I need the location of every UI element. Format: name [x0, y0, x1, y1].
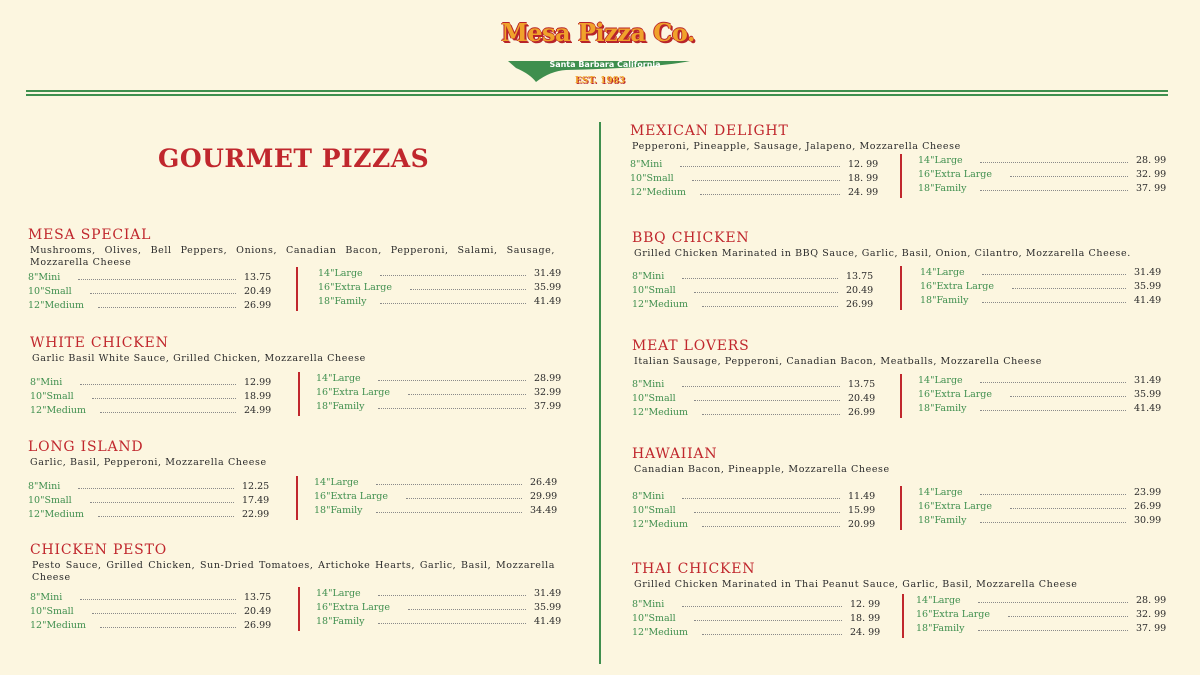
size-price: 29.99: [530, 491, 558, 502]
pizza-description: Grilled Chicken Marinated in BBQ Sauce, Garlic, Basil, Onion, Cilantro, Mozzarella Cheese.: [634, 248, 1131, 259]
size-price: 26.99: [244, 620, 272, 631]
size-price: 11.49: [848, 491, 876, 502]
pizza-name: WHITE CHICKEN: [30, 335, 169, 351]
dotted-leader: [682, 606, 842, 607]
size-price: 12. 99: [850, 599, 881, 610]
size-label: 18"Family: [314, 505, 363, 516]
size-label: 14"Large: [316, 373, 361, 384]
size-price: 32. 99: [1136, 609, 1167, 620]
pizza-name: BBQ CHICKEN: [632, 230, 750, 246]
dotted-leader: [980, 494, 1126, 495]
size-price: 35.99: [1134, 389, 1162, 400]
size-price: 28.99: [534, 373, 562, 384]
size-row: [28, 494, 268, 508]
size-price: 41.49: [1134, 295, 1162, 306]
dotted-leader: [1010, 508, 1126, 509]
size-label: 18"Family: [916, 623, 965, 634]
dotted-leader: [700, 194, 840, 195]
dotted-leader: [90, 293, 236, 294]
size-row: [632, 392, 874, 406]
size-row: [632, 518, 874, 532]
size-price: 35.99: [534, 602, 562, 613]
size-row: [28, 299, 270, 313]
size-row: [318, 267, 560, 281]
size-label: 12"Medium: [630, 187, 687, 198]
size-row: [316, 587, 560, 601]
size-row: [916, 594, 1167, 608]
size-row: [630, 158, 879, 172]
size-price: 34.49: [530, 505, 558, 516]
size-label: 10"Small: [28, 286, 72, 297]
size-label: 14"Large: [314, 477, 359, 488]
size-price: 26.99: [244, 300, 272, 311]
size-row: [28, 480, 268, 494]
size-price: 13.75: [244, 272, 272, 283]
dotted-leader: [378, 408, 526, 409]
size-price: 32.99: [534, 387, 562, 398]
dotted-leader: [702, 526, 840, 527]
size-row: [918, 402, 1160, 416]
header-rule-bottom: [26, 94, 1168, 96]
size-price: 20.49: [244, 606, 272, 617]
size-row: [30, 404, 270, 418]
dotted-leader: [694, 620, 842, 621]
size-label: 10"Small: [632, 285, 676, 296]
size-price: 24. 99: [850, 627, 881, 638]
dotted-leader: [980, 522, 1126, 523]
size-row: [632, 284, 872, 298]
size-price: 31.49: [1134, 375, 1162, 386]
size-divider: [296, 267, 298, 311]
dotted-leader: [702, 414, 840, 415]
size-row: [632, 378, 874, 392]
dotted-leader: [378, 595, 526, 596]
dotted-leader: [980, 190, 1128, 191]
size-price: 18. 99: [848, 173, 879, 184]
size-price: 15.99: [848, 505, 876, 516]
size-price: 20.99: [848, 519, 876, 530]
size-label: 14"Large: [920, 267, 965, 278]
size-label: 12"Medium: [28, 300, 85, 311]
size-price: 13.75: [244, 592, 272, 603]
size-label: 8"Mini: [30, 377, 63, 388]
dotted-leader: [682, 498, 840, 499]
size-row: [918, 388, 1160, 402]
size-price: 28. 99: [1136, 155, 1167, 166]
size-price: 20.49: [846, 285, 874, 296]
dotted-leader: [694, 400, 840, 401]
size-label: 14"Large: [918, 487, 963, 498]
size-row: [630, 172, 879, 186]
size-price: 18.99: [244, 391, 272, 402]
size-label: 14"Large: [316, 588, 361, 599]
size-divider: [900, 266, 902, 310]
size-price: 37. 99: [1136, 183, 1167, 194]
dotted-leader: [692, 180, 840, 181]
size-row: [30, 591, 270, 605]
size-label: 14"Large: [916, 595, 961, 606]
size-label: 16"Extra Large: [314, 491, 389, 502]
size-label: 10"Small: [632, 613, 676, 624]
size-label: 10"Small: [630, 173, 674, 184]
size-divider: [900, 154, 902, 198]
size-price: 37. 99: [1136, 623, 1167, 634]
dotted-leader: [410, 289, 526, 290]
size-label: 16"Extra Large: [920, 281, 995, 292]
size-label: 16"Extra Large: [918, 501, 993, 512]
dotted-leader: [78, 488, 234, 489]
size-price: 24. 99: [848, 187, 879, 198]
dotted-leader: [702, 634, 842, 635]
size-price: 35.99: [1134, 281, 1162, 292]
size-label: 12"Medium: [632, 519, 689, 530]
dotted-leader: [90, 502, 234, 503]
size-price: 35.99: [534, 282, 562, 293]
size-price: 24.99: [244, 405, 272, 416]
size-row: [918, 374, 1160, 388]
size-label: 12"Medium: [632, 299, 689, 310]
dotted-leader: [1010, 176, 1128, 177]
size-row: [632, 406, 874, 420]
size-price: 26.99: [1134, 501, 1162, 512]
size-label: 18"Family: [918, 183, 967, 194]
size-label: 16"Extra Large: [918, 389, 993, 400]
dotted-leader: [100, 412, 236, 413]
brand-established: EST. 1983: [574, 76, 626, 86]
size-label: 18"Family: [316, 401, 365, 412]
size-row: [920, 280, 1160, 294]
size-row: [632, 626, 881, 640]
dotted-leader: [980, 410, 1126, 411]
size-price: 41.49: [1134, 403, 1162, 414]
size-price: 26.49: [530, 477, 558, 488]
size-row: [28, 285, 270, 299]
dotted-leader: [92, 613, 236, 614]
pizza-description: Garlic Basil White Sauce, Grilled Chicken, Mozzarella Cheese: [32, 353, 366, 364]
size-label: 12"Medium: [632, 407, 689, 418]
size-row: [318, 295, 560, 309]
size-row: [918, 154, 1167, 168]
size-label: 12"Medium: [632, 627, 689, 638]
dotted-leader: [406, 498, 522, 499]
size-price: 17.49: [242, 495, 270, 506]
pizza-description: Garlic, Basil, Pepperoni, Mozzarella Cheese: [30, 457, 267, 468]
size-price: 12. 99: [848, 159, 879, 170]
header-rule-top: [26, 90, 1168, 92]
size-price: 31.49: [534, 588, 562, 599]
pizza-description: Mushrooms, Olives, Bell Peppers, Onions, Canadian Bacon, Pepperoni, Salami, Sausage, Mozzarella Cheese: [30, 245, 555, 268]
dotted-leader: [980, 382, 1126, 383]
dotted-leader: [682, 278, 838, 279]
pizza-description: Italian Sausage, Pepperoni, Canadian Bacon, Meatballs, Mozzarella Cheese: [634, 356, 1042, 367]
size-label: 14"Large: [918, 155, 963, 166]
size-price: 41.49: [534, 296, 562, 307]
size-price: 37.99: [534, 401, 562, 412]
size-row: [314, 504, 556, 518]
brand-tagline: Santa Barbara California: [549, 60, 661, 69]
section-title: GOURMET PIZZAS: [158, 144, 430, 173]
dotted-leader: [408, 609, 526, 610]
size-price: 31.49: [1134, 267, 1162, 278]
pizza-description: Grilled Chicken Marinated in Thai Peanut Sauce, Garlic, Basil, Mozzarella Cheese: [634, 579, 1078, 590]
size-label: 8"Mini: [28, 272, 61, 283]
size-row: [920, 266, 1160, 280]
dotted-leader: [978, 630, 1128, 631]
size-label: 10"Small: [28, 495, 72, 506]
dotted-leader: [376, 512, 522, 513]
dotted-leader: [1012, 288, 1126, 289]
size-label: 14"Large: [318, 268, 363, 279]
dotted-leader: [1008, 616, 1128, 617]
size-price: 20.49: [848, 393, 876, 404]
size-row: [920, 294, 1160, 308]
pizza-name: THAI CHICKEN: [632, 561, 756, 577]
size-label: 8"Mini: [632, 599, 665, 610]
size-row: [918, 168, 1167, 182]
size-row: [316, 601, 560, 615]
dotted-leader: [1010, 396, 1126, 397]
size-price: 30.99: [1134, 515, 1162, 526]
pizza-name: CHICKEN PESTO: [30, 542, 167, 558]
size-price: 28. 99: [1136, 595, 1167, 606]
size-row: [632, 298, 872, 312]
size-label: 18"Family: [918, 515, 967, 526]
size-price: 22.99: [242, 509, 270, 520]
pizza-name: MEAT LOVERS: [632, 338, 750, 354]
size-label: 12"Medium: [30, 405, 87, 416]
size-price: 18. 99: [850, 613, 881, 624]
brand-name: Mesa Pizza Co.: [501, 18, 695, 47]
dotted-leader: [980, 162, 1128, 163]
size-row: [28, 508, 268, 522]
size-row: [316, 400, 560, 414]
size-price: 13.75: [846, 271, 874, 282]
dotted-leader: [92, 398, 236, 399]
dotted-leader: [680, 166, 840, 167]
size-label: 16"Extra Large: [916, 609, 991, 620]
pizza-description: Canadian Bacon, Pineapple, Mozzarella Cheese: [634, 464, 890, 475]
size-label: 10"Small: [30, 606, 74, 617]
size-label: 18"Family: [318, 296, 367, 307]
dotted-leader: [408, 394, 526, 395]
size-row: [314, 490, 556, 504]
size-row: [916, 622, 1167, 636]
size-divider: [900, 486, 902, 530]
column-divider: [599, 122, 601, 664]
dotted-leader: [78, 279, 236, 280]
size-label: 8"Mini: [632, 491, 665, 502]
size-price: 12.25: [242, 481, 270, 492]
size-label: 8"Mini: [30, 592, 63, 603]
pizza-name: MEXICAN DELIGHT: [630, 123, 789, 139]
size-price: 20.49: [244, 286, 272, 297]
size-row: [318, 281, 560, 295]
dotted-leader: [694, 292, 838, 293]
size-label: 16"Extra Large: [318, 282, 393, 293]
size-price: 23.99: [1134, 487, 1162, 498]
size-row: [30, 619, 270, 633]
dotted-leader: [380, 275, 526, 276]
size-label: 18"Family: [918, 403, 967, 414]
dotted-leader: [100, 627, 236, 628]
size-divider: [296, 476, 298, 520]
size-divider: [902, 594, 904, 638]
size-row: [316, 615, 560, 629]
pizza-name: LONG ISLAND: [28, 439, 144, 455]
size-price: 31.49: [534, 268, 562, 279]
dotted-leader: [376, 484, 522, 485]
size-row: [632, 490, 874, 504]
size-label: 10"Small: [30, 391, 74, 402]
dotted-leader: [694, 512, 840, 513]
dotted-leader: [978, 602, 1128, 603]
brand-logo: [500, 14, 696, 86]
pizza-description: Pepperoni, Pineapple, Sausage, Jalapeno, Mozzarella Cheese: [632, 141, 961, 152]
size-price: 26.99: [848, 407, 876, 418]
dotted-leader: [982, 302, 1126, 303]
size-row: [30, 376, 270, 390]
size-label: 16"Extra Large: [316, 602, 391, 613]
size-label: 16"Extra Large: [918, 169, 993, 180]
size-row: [918, 514, 1160, 528]
size-row: [314, 476, 556, 490]
size-price: 26.99: [846, 299, 874, 310]
dotted-leader: [682, 386, 840, 387]
size-label: 14"Large: [918, 375, 963, 386]
size-row: [918, 486, 1160, 500]
size-label: 16"Extra Large: [316, 387, 391, 398]
size-label: 10"Small: [632, 393, 676, 404]
size-price: 32. 99: [1136, 169, 1167, 180]
dotted-leader: [98, 307, 236, 308]
size-label: 12"Medium: [30, 620, 87, 631]
pizza-description: Pesto Sauce, Grilled Chicken, Sun-Dried Tomatoes, Artichoke Hearts, Garlic, Basil, Mozzarella Cheese: [32, 560, 555, 583]
dotted-leader: [80, 384, 236, 385]
size-divider: [298, 587, 300, 631]
size-label: 8"Mini: [28, 481, 61, 492]
pizza-name: MESA SPECIAL: [28, 227, 152, 243]
size-label: 12"Medium: [28, 509, 85, 520]
dotted-leader: [378, 380, 526, 381]
size-label: 8"Mini: [632, 379, 665, 390]
size-label: 18"Family: [920, 295, 969, 306]
size-price: 13.75: [848, 379, 876, 390]
size-label: 8"Mini: [632, 271, 665, 282]
size-divider: [298, 372, 300, 416]
dotted-leader: [380, 303, 526, 304]
size-divider: [900, 374, 902, 418]
dotted-leader: [702, 306, 838, 307]
size-label: 8"Mini: [630, 159, 663, 170]
dotted-leader: [982, 274, 1126, 275]
size-row: [28, 271, 270, 285]
size-row: [632, 504, 874, 518]
size-row: [316, 372, 560, 386]
pizza-name: HAWAIIAN: [632, 446, 718, 462]
size-row: [918, 182, 1167, 196]
dotted-leader: [98, 516, 234, 517]
size-price: 12.99: [244, 377, 272, 388]
size-row: [916, 608, 1167, 622]
size-price: 41.49: [534, 616, 562, 627]
size-row: [918, 500, 1160, 514]
size-row: [30, 605, 270, 619]
size-row: [316, 386, 560, 400]
size-label: 18"Family: [316, 616, 365, 627]
dotted-leader: [378, 623, 526, 624]
size-row: [632, 598, 881, 612]
size-row: [632, 612, 881, 626]
dotted-leader: [80, 599, 236, 600]
size-row: [630, 186, 879, 200]
size-row: [30, 390, 270, 404]
size-label: 10"Small: [632, 505, 676, 516]
size-row: [632, 270, 872, 284]
